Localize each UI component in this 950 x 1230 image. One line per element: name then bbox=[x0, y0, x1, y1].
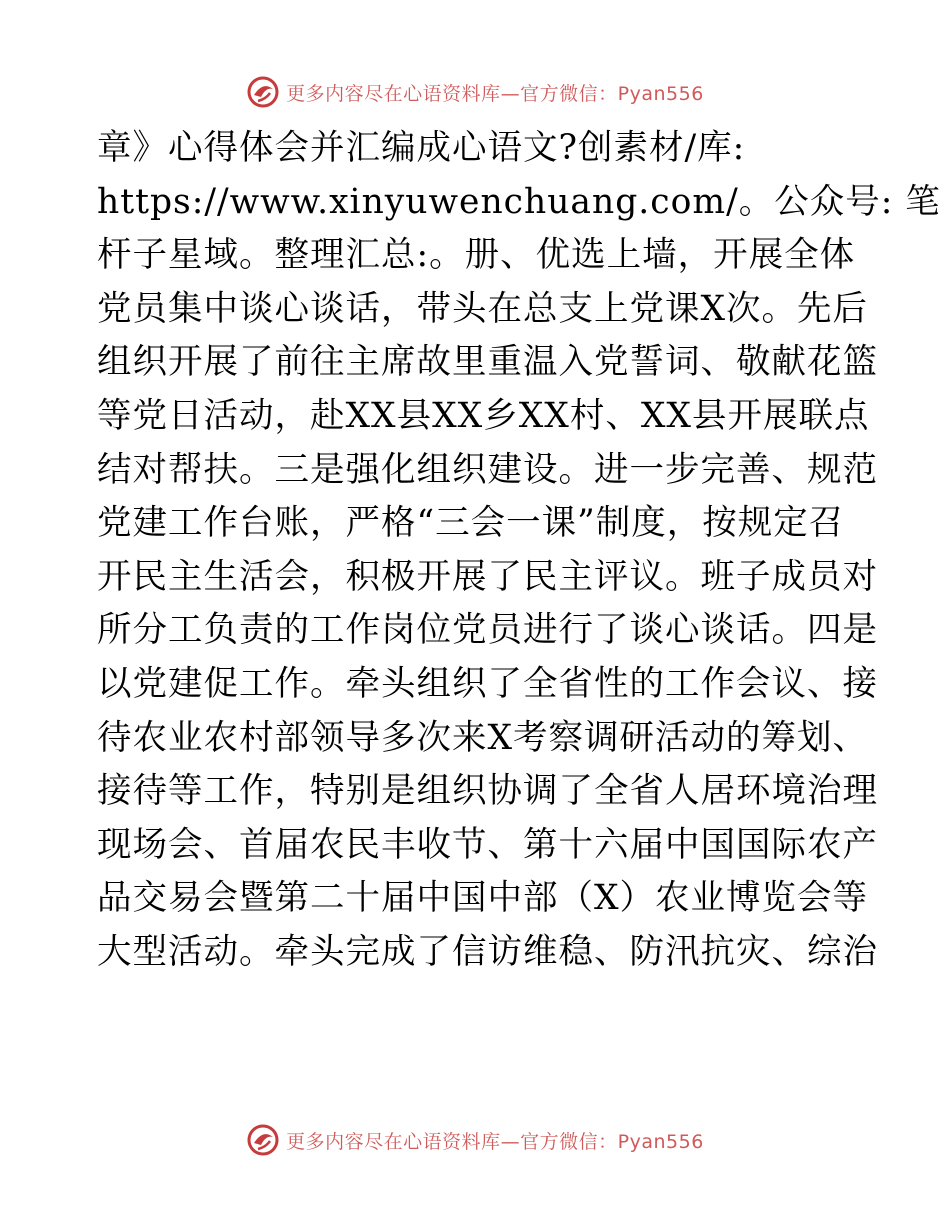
body-line: 现场会、首届农民丰收节、第十六届中国国际农产 bbox=[97, 824, 878, 865]
body-line: 以党建促工作。牵头组织了全省性的工作会议、接 bbox=[97, 663, 878, 704]
body-line: 组织开展了前往主席故里重温入党誓词、敬献花篮 bbox=[97, 342, 878, 383]
body-line: 大型活动。牵头完成了信访维稳、防汛抗灾、综治 bbox=[97, 931, 878, 972]
body-line: 开民主生活会，积极开展了民主评议。班子成员对 bbox=[97, 556, 878, 597]
header-banner-text: 更多内容尽在心语资料库—官方微信：Pyan556 bbox=[286, 82, 704, 105]
body-line: 所分工负责的工作岗位党员进行了谈心谈话。四是 bbox=[97, 610, 878, 651]
body-line: 杆子星域。整理汇总:。册、优选上墙，开展全体 bbox=[97, 235, 856, 276]
body-line: 党员集中谈心谈话，带头在总支上党课X次。先后 bbox=[97, 288, 869, 329]
header-banner bbox=[0, 72, 950, 112]
body-line: 品交易会暨第二十届中国中部（X）农业博览会等 bbox=[97, 878, 869, 919]
body-line: 党建工作台账，严格“三会一课”制度，按规定召 bbox=[97, 503, 845, 544]
footer-banner bbox=[0, 1120, 950, 1160]
red-swirl-logo-icon bbox=[246, 75, 280, 109]
body-line: 等党日活动，赴XX县XX乡XX村、XX县开展联点 bbox=[97, 395, 870, 436]
footer-banner-text: 更多内容尽在心语资料库—官方微信：Pyan556 bbox=[286, 1130, 704, 1153]
body-line: https://www.xinyuwenchuang.com/。公众号: 笔 bbox=[97, 181, 941, 222]
body-line: 章》心得体会并汇编成心语文?创素材/库: bbox=[97, 128, 746, 168]
red-swirl-logo-icon bbox=[246, 1123, 280, 1157]
body-line: 待农业农村部领导多次来X考察调研活动的筹划、 bbox=[97, 717, 869, 758]
body-line: 接待等工作，特别是组织协调了全省人居环境治理 bbox=[97, 771, 878, 812]
document-body bbox=[97, 122, 941, 980]
body-line: 结对帮扶。三是强化组织建设。进一步完善、规范 bbox=[97, 449, 878, 490]
